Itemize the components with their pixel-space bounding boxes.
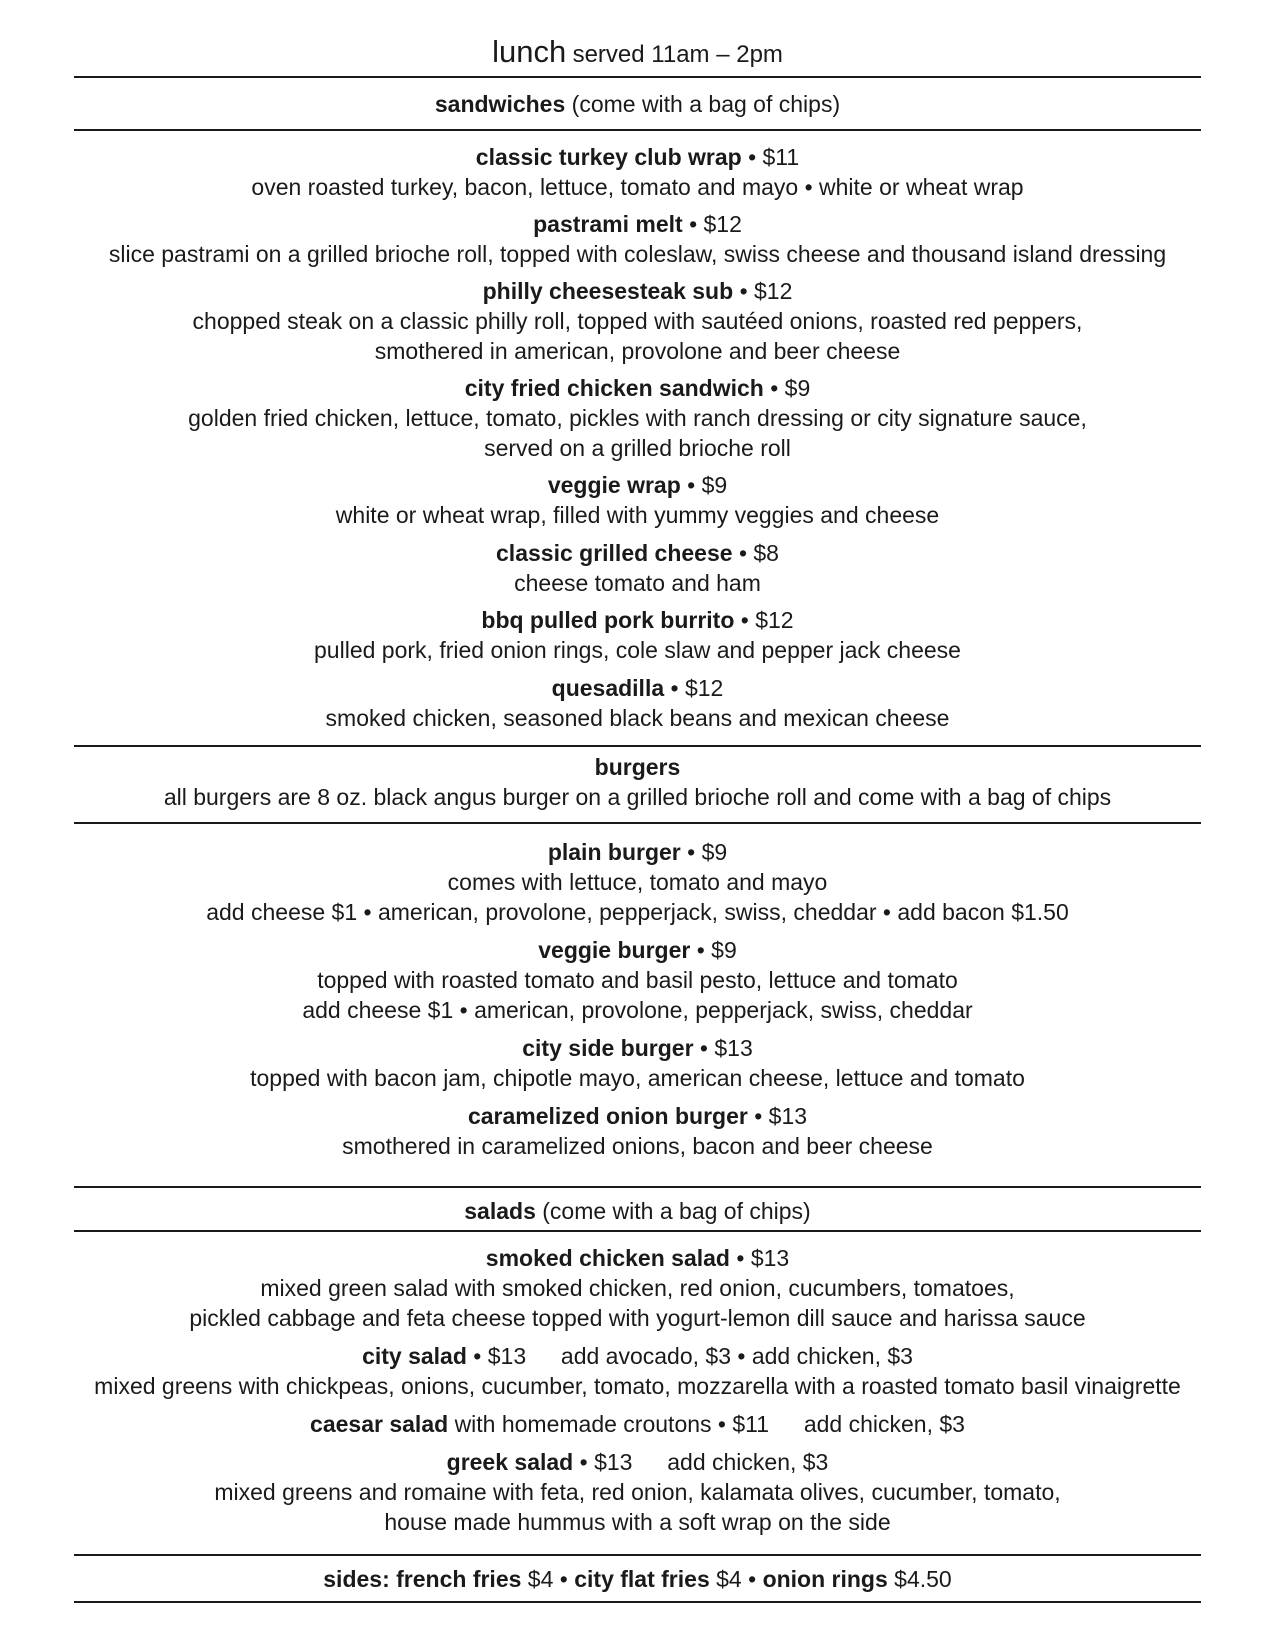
item-addon: add chicken, $3	[803, 1411, 965, 1437]
item-price: • $9	[770, 375, 811, 401]
menu-item-title	[0, 673, 1275, 703]
item-price: • $13	[579, 1449, 633, 1475]
item-name: plain burger	[547, 839, 681, 865]
section-title: salads	[464, 1198, 536, 1224]
item-addon: add avocado, $3 • add chicken, $3	[560, 1343, 913, 1369]
item-price: • $9	[687, 472, 728, 498]
item-description: golden fried chicken, lettuce, tomato, pickles with ranch dressing or city signature sauce,	[188, 405, 1087, 431]
item-name: city side burger	[522, 1035, 694, 1061]
section-note: (come with a bag of chips)	[542, 1198, 811, 1224]
item-name: veggie wrap	[547, 472, 681, 498]
menu-item-title	[0, 935, 1275, 965]
side-name: city flat fries	[574, 1566, 710, 1592]
item-name: bbq pulled pork burrito	[481, 607, 735, 633]
menu-item-title	[0, 1033, 1275, 1063]
item-price: • $13	[699, 1035, 753, 1061]
menu-item-title	[0, 1409, 1275, 1439]
menu-item-title	[0, 538, 1275, 568]
menu-item-title	[0, 1341, 1275, 1371]
divider	[74, 76, 1201, 78]
item-name: caesar salad	[310, 1411, 449, 1437]
item-description: slice pastrami on a grilled brioche roll, topped with coleslaw, swiss cheese and thousand island dressing	[108, 241, 1167, 267]
divider	[74, 1230, 1201, 1232]
item-name: quesadilla	[551, 675, 665, 701]
item-price: • $9	[687, 839, 728, 865]
item-description: smothered in caramelized onions, bacon and beer cheese	[342, 1133, 933, 1159]
section-note: (come with a bag of chips)	[571, 91, 841, 117]
menu-item-title	[0, 470, 1275, 500]
bullet-separator: •	[559, 1566, 568, 1592]
sides-label: sides:	[323, 1566, 390, 1592]
side-name: french fries	[396, 1566, 522, 1592]
menu-item-title	[0, 373, 1275, 403]
item-name: smoked chicken salad	[485, 1245, 730, 1271]
section-title-burgers: burgers	[594, 754, 681, 780]
item-description: house made hummus with a soft wrap on the side	[384, 1509, 891, 1535]
item-subtitle: with homemade croutons	[454, 1411, 712, 1437]
side-price: $4	[716, 1566, 742, 1592]
menu-hours: served 11am – 2pm	[572, 41, 783, 68]
menu-item-title	[0, 276, 1275, 306]
item-description: cheese tomato and ham	[514, 570, 761, 596]
item-price: • $12	[689, 211, 742, 237]
item-price: • $13	[736, 1245, 790, 1271]
item-description: topped with roasted tomato and basil pesto, lettuce and tomato	[317, 967, 958, 993]
item-name: city fried chicken sandwich	[464, 375, 764, 401]
item-name: veggie burger	[538, 937, 691, 963]
item-price: • $8	[738, 540, 779, 566]
item-name: pastrami melt	[533, 211, 683, 237]
item-description: add cheese $1 • american, provolone, pepperjack, swiss, cheddar	[302, 997, 973, 1023]
divider	[74, 745, 1201, 747]
section-title: sandwiches	[434, 91, 566, 117]
side-price: $4.50	[894, 1566, 952, 1592]
item-description: smoked chicken, seasoned black beans and mexican cheese	[325, 705, 950, 731]
item-description: mixed greens with chickpeas, onions, cucumber, tomato, mozzarella with a roasted tomato basil vinaigrette	[94, 1373, 1181, 1399]
section-heading-sandwiches	[0, 89, 1275, 119]
item-description: add cheese $1 • american, provolone, pepperjack, swiss, cheddar • add bacon $1.50	[206, 899, 1069, 925]
item-name: city salad	[362, 1343, 467, 1369]
section-note-burgers: all burgers are 8 oz. black angus burger on a grilled brioche roll and come with a bag of chips	[163, 784, 1112, 810]
sides-line	[0, 1564, 1275, 1594]
item-description: pulled pork, fried onion rings, cole slaw and pepper jack cheese	[314, 637, 961, 663]
item-price: • $12	[739, 278, 793, 304]
menu-item-title	[0, 142, 1275, 172]
item-description: pickled cabbage and feta cheese topped with yogurt-lemon dill sauce and harissa sauce	[189, 1305, 1086, 1331]
item-name: philly cheesesteak sub	[482, 278, 734, 304]
item-description: white or wheat wrap, filled with yummy veggies and cheese	[335, 502, 940, 528]
item-price: • $11	[748, 144, 800, 170]
divider	[74, 1186, 1201, 1188]
item-addon: add chicken, $3	[667, 1449, 829, 1475]
item-name: classic turkey club wrap	[475, 144, 742, 170]
menu-item-title	[0, 605, 1275, 635]
bullet-separator: •	[748, 1566, 757, 1592]
item-price: • $13	[754, 1103, 808, 1129]
item-price: • $12	[670, 675, 724, 701]
menu-item-title	[0, 1243, 1275, 1273]
divider	[74, 129, 1201, 131]
item-name: greek salad	[446, 1449, 574, 1475]
item-description: topped with bacon jam, chipotle mayo, american cheese, lettuce and tomato	[250, 1065, 1025, 1091]
menu-item-title	[0, 1101, 1275, 1131]
item-description: comes with lettuce, tomato and mayo	[447, 869, 828, 895]
menu-item-title	[0, 209, 1275, 239]
menu-header	[0, 32, 1275, 75]
menu-item-title	[0, 1447, 1275, 1477]
item-description: oven roasted turkey, bacon, lettuce, tomato and mayo • white or wheat wrap	[251, 174, 1024, 200]
item-price: • $11	[717, 1411, 770, 1437]
item-name: caramelized onion burger	[467, 1103, 748, 1129]
divider	[74, 1554, 1201, 1556]
side-price: $4	[527, 1566, 554, 1592]
item-name: classic grilled cheese	[496, 540, 733, 566]
item-description: smothered in american, provolone and beer cheese	[374, 338, 901, 364]
item-description: mixed green salad with smoked chicken, red onion, cucumbers, tomatoes,	[260, 1275, 1015, 1301]
item-price: • $12	[740, 607, 794, 633]
item-price: • $13	[473, 1343, 527, 1369]
side-name: onion rings	[762, 1566, 888, 1592]
menu-item-title	[0, 837, 1275, 867]
divider	[74, 1601, 1201, 1603]
section-heading-salads	[0, 1196, 1275, 1226]
menu-title: lunch	[492, 34, 567, 69]
divider	[74, 822, 1201, 824]
item-description: chopped steak on a classic philly roll, topped with sautéed onions, roasted red peppers,	[192, 308, 1083, 334]
item-price: • $9	[696, 937, 737, 963]
item-description: served on a grilled brioche roll	[484, 435, 791, 461]
item-description: mixed greens and romaine with feta, red onion, kalamata olives, cucumber, tomato,	[214, 1479, 1061, 1505]
